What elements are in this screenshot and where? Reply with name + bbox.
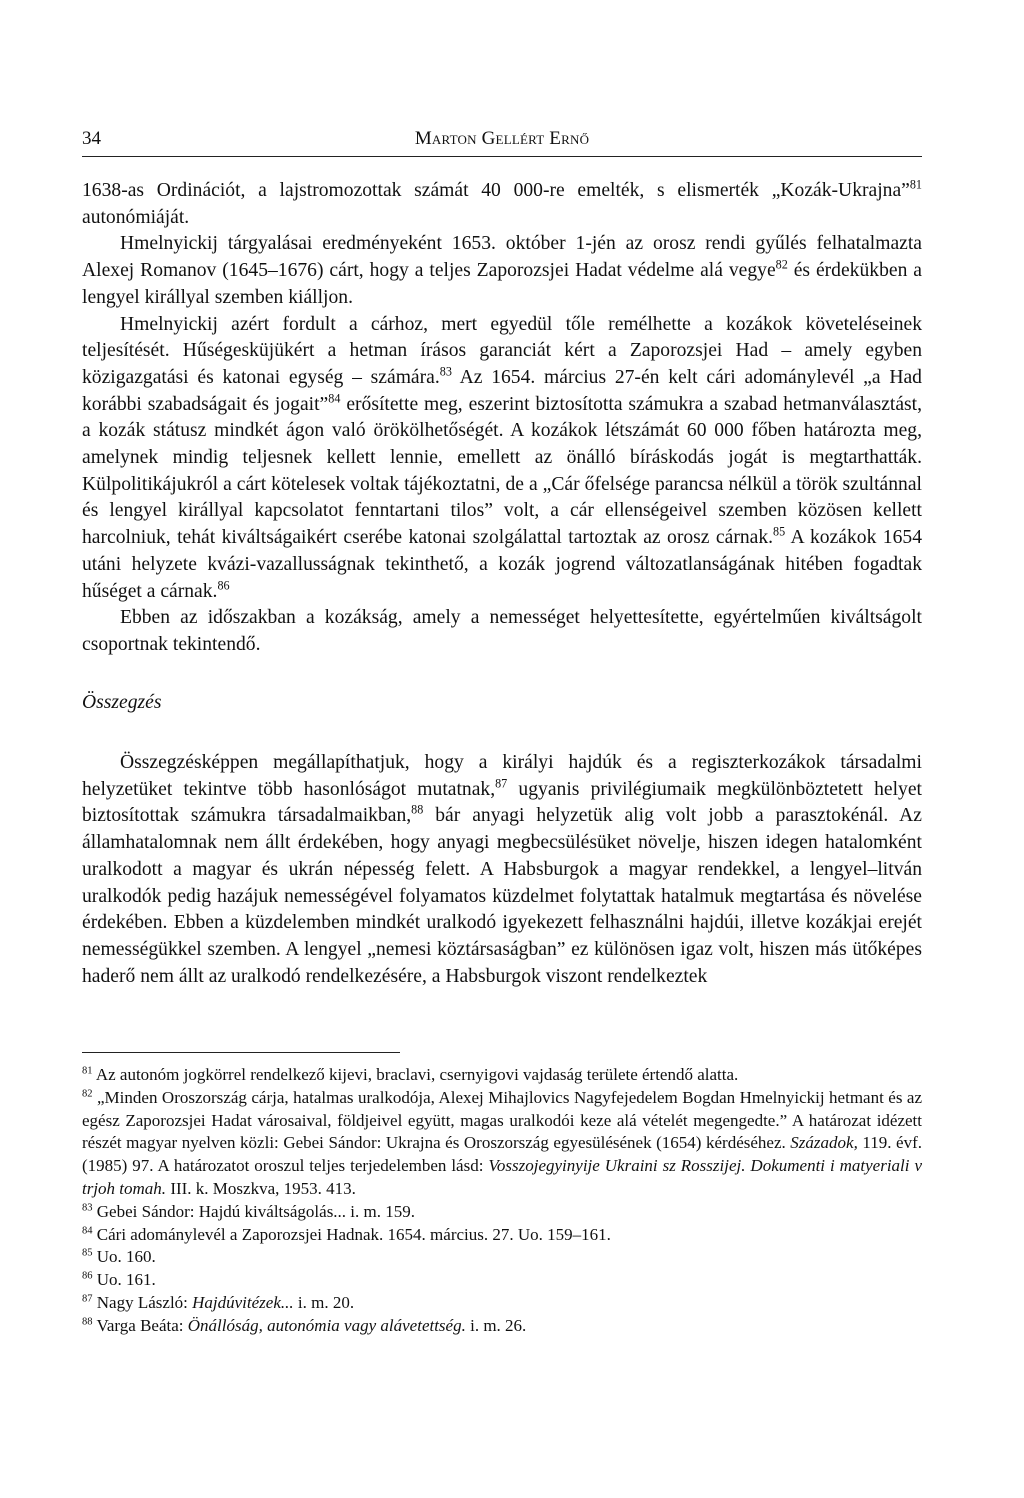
text-run: Összegzésképpen megállapíthatjuk, hogy a királyi hajdúk és a regiszterkozákok társadalmi helyzetüket tekintve több hasonlóságot mutatnak, xyxy=(82,752,922,800)
text-run: ugyanis privilégiumaik megkülönböztetett helyet biztosítottak számukra társadalmaikban, xyxy=(82,778,922,827)
text-run: erősítette meg, eszerint biztosította számukra a szabad hetmanválasztást, a kozák státusz mindkét ágon való örökölhetőségét. A kozákok létszámát 60 000 főben határozta meg, amelynek mindig teljesnek kellett lennie, emellett az önálló bíráskodás jogát is megtarthatták. Külpolitikájukról a cárt kötelesek voltak tájékoztatni, de a „Cár őfelsége parancsa nélkül a török szultánnal és lengyel királlyal kapcsolatot fenntartani tilos” volt, a cár ellenségeivel szemben közösen kellett harcolniuk, tehát kiváltságaikért cserébe katonai szolgálattal tartoztak az orosz cárnak. xyxy=(82,393,922,549)
footnote-number: 86 xyxy=(82,1270,93,1282)
footnote-number: 83 xyxy=(82,1202,93,1214)
paragraph xyxy=(82,231,922,311)
footnote-85 xyxy=(82,1246,922,1269)
running-head: Marton Gellért Ernő xyxy=(414,128,590,149)
text-run: A kozákok 1654 utáni helyzete kvázi-vazallusságnak tekinthető, a kozák jogrend változatlanságának hitében fogadtak hűséget a cárnak. xyxy=(82,527,922,602)
footnote-number: 84 xyxy=(82,1225,93,1237)
footnote-number: 85 xyxy=(82,1248,93,1260)
footnote-text: Nagy László: xyxy=(96,1292,193,1312)
footnote-text: i. m. 26. xyxy=(465,1315,527,1335)
footnote-ref[interactable]: 84 xyxy=(328,391,341,406)
paragraph: Ebben az időszakban a kozákság, amely a nemességet helyettesítette, egyértelműen kiváltságolt csoportnak tekintendő. xyxy=(82,607,922,655)
book-title: Vosszojegyinyije Ukraini sz Rosszijej. Dokumenti i matyeriali v trjoh tomah. xyxy=(82,1156,923,1198)
footnote-number: 81 xyxy=(82,1065,93,1077)
footnote-81 xyxy=(82,1064,922,1087)
footnote-88 xyxy=(82,1315,922,1338)
footnote-82 xyxy=(82,1087,922,1201)
footnote-83 xyxy=(82,1201,922,1224)
footnote-text: 119. évf. (1985) 97. A határozatot oroszul teljes terjedelemben lásd: xyxy=(82,1133,922,1176)
footnote-84 xyxy=(82,1224,922,1247)
text-run: autonómiáját. xyxy=(82,206,190,228)
paragraph xyxy=(82,312,922,606)
text-run: Hmelnyickij azért fordult a cárhoz, mert egyedül tőle remélhette a kozákok követeléseinek teljesítését. Hűségesküjükért a hetman írásos garanciát kért a Zaporozsjei Had – amely egyben közigazgatási és katonai egység – számára. xyxy=(82,313,922,388)
footnote-number: 88 xyxy=(82,1316,93,1328)
paragraph xyxy=(82,178,922,231)
summary-text xyxy=(82,750,922,990)
footnote-87 xyxy=(82,1292,922,1315)
footnote-text: Uo. 161. xyxy=(96,1270,156,1290)
footnote-ref[interactable]: 87 xyxy=(495,776,508,791)
page-number: 34 xyxy=(82,128,101,149)
footnote-ref[interactable]: 81 xyxy=(909,177,922,192)
text-run: bár anyagi helyzetük alig volt jobb a parasztokénál. Az államhatalomnak nem állt érdekében, hogy anyagi megbecsülésüket növelje, hiszen idegen hatalomként uralkodott a magyar és ukrán népesség felett. A Habsburgok a magyar rendekkel, a lengyel–litván uralkodók pedig hazájuk nemességével folyamatos küzdelmet folytattak hatalmuk megtartása és növelése érdekében. Ebben a küzdelemben mindkét uralkodó igyekezett felhasználni hajdúi, illetve kozákjai erejét nemességükkel szemben. A lengyel „nemesi köztársaságban” ez különösen igaz volt, hiszen más ütőképes haderő nem állt az uralkodó rendelkezésére, a Habsburgok viszont rendelkeztek xyxy=(82,805,923,987)
footnote-ref[interactable]: 85 xyxy=(773,524,786,539)
footnote-ref[interactable]: 86 xyxy=(217,578,230,593)
book-title: Önállóság, autonómia vagy alávetettség. xyxy=(187,1315,466,1335)
text-run: 1638-as Ordinációt, a lajstromozottak számát 40 000-re emelték, s elismerték „Kozák-Ukrajna” xyxy=(82,180,910,201)
text-run: és érdekükben a lengyel királlyal szemben kiálljon. xyxy=(82,260,922,308)
footnotes xyxy=(82,1064,922,1338)
journal-title: Századok, xyxy=(790,1133,858,1153)
footnote-text: III. k. Moszkva, 1953. 413. xyxy=(166,1178,356,1198)
footnote-text: Az autonóm jogkörrel rendelkező kijevi, braclavi, csernyigovi vajdaság területe értendő alatta. xyxy=(95,1065,739,1084)
text-run: Hmelnyickij tárgyalásai eredményeként 1653. október 1-jén az orosz rendi gyűlés felhatalmazta Alexej Romanov (1645–1676) cárt, hogy a teljes Zaporozsjei Hadat védelme alá vegye xyxy=(82,233,922,282)
footnote-text: „Minden Oroszország cárja, hatalmas uralkodója, Alexej Mihajlovics Nagyfejedelem Bogdan Hmelnyickij hetmant és az egész Zaporozsjei Hadat városaival, földjeivel együtt, magas uralkodói keze alá vételét megengedte.” A határozat idézett részét magyar nyelven közli: Gebei Sándor: Ukrajna és Oroszország egyesülésének (1654) kérdéséhez. xyxy=(82,1087,923,1153)
footnote-separator xyxy=(82,1052,400,1053)
footnote-text: i. m. 20. xyxy=(293,1292,355,1312)
footnote-ref[interactable]: 83 xyxy=(439,364,452,379)
body-text xyxy=(82,178,922,659)
footnote-text: Uo. 160. xyxy=(96,1247,156,1267)
paragraph xyxy=(82,750,922,990)
footnote-number: 82 xyxy=(82,1088,93,1100)
footnote-86 xyxy=(82,1269,922,1292)
footnote-text: Gebei Sándor: Hajdú kiváltságolás... i. m. 159. xyxy=(96,1201,416,1221)
book-title: Hajdúvitézek... xyxy=(192,1292,294,1312)
page-header xyxy=(82,128,922,157)
text-run: Az 1654. március 27-én kelt cári adománylevél „a Had korábbi szabadságait és jogait” xyxy=(82,366,922,415)
section-title: Összegzés xyxy=(82,692,162,713)
footnote-number: 87 xyxy=(82,1293,93,1305)
footnote-ref[interactable]: 88 xyxy=(411,803,424,818)
footnote-ref[interactable]: 82 xyxy=(775,257,788,272)
footnote-text: Cári adománylevél a Zaporozsjei Hadnak. 1654. március. 27. Uo. 159–161. xyxy=(96,1224,611,1244)
footnote-text: Varga Beáta: xyxy=(96,1315,188,1335)
